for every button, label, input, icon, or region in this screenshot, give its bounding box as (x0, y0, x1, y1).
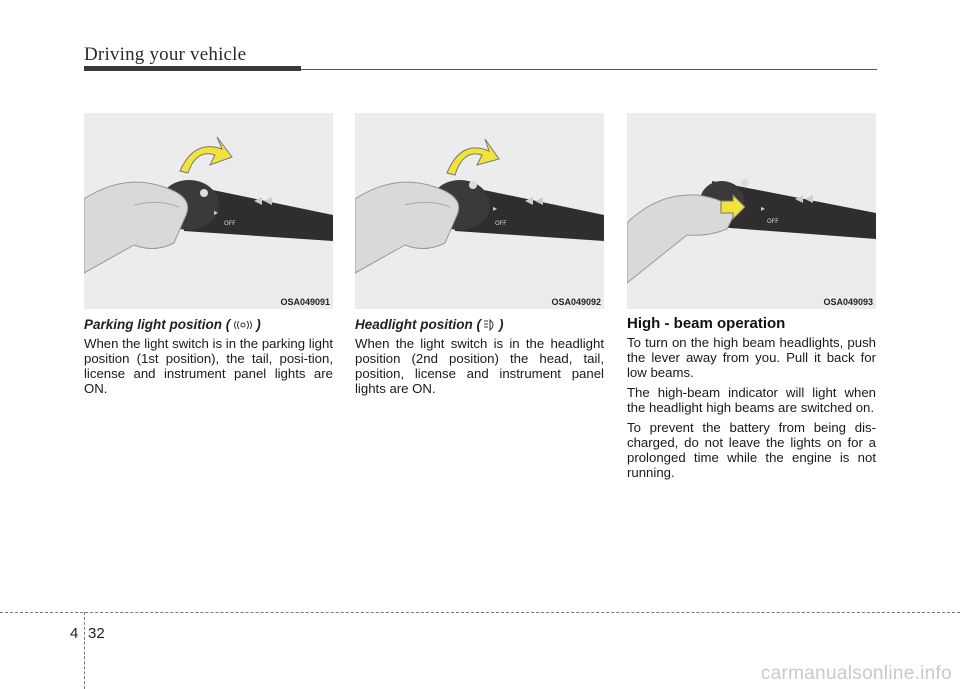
watermark: carmanualsonline.info (760, 663, 952, 684)
lever-illustration (355, 113, 604, 309)
switch-off-label: OFF (767, 218, 779, 225)
parking-light-icon (232, 319, 254, 334)
svg-text:▸: ▸ (761, 204, 766, 213)
subheading-headlight (355, 317, 604, 334)
heading-suffix: ) (256, 317, 261, 332)
heading-text: Parking light position ( (84, 317, 231, 332)
figure-code: OSA049093 (823, 297, 873, 307)
paragraph: To prevent the battery from being dis-charged, do not leave the lights on for a prolonged time while the engine is not running. (627, 420, 876, 480)
column-high-beam (627, 113, 876, 485)
heading-suffix: ) (499, 317, 504, 332)
figure-headlight (355, 113, 604, 309)
paragraph: The high-beam indicator will light when the headlight high beams are switched on. (627, 385, 876, 415)
column-headlight (355, 113, 604, 401)
page-number: 32 (88, 625, 105, 642)
header-rule (301, 69, 877, 70)
lever-illustration (84, 113, 333, 309)
headlight-icon (483, 319, 497, 334)
figure-code: OSA049092 (551, 297, 601, 307)
figure-parking-light (84, 113, 333, 309)
switch-off-label: OFF (495, 220, 507, 227)
paragraph: When the light switch is in the parking light position (1st position), the tail, posi-tion, license and instrument panel lights are ON. (84, 336, 333, 396)
figure-code: OSA049091 (280, 297, 330, 307)
rotate-arrow-icon (180, 137, 232, 173)
page-header-title: Driving your vehicle (84, 44, 247, 65)
paragraph: When the light switch is in the headlight position (2nd position) the head, tail, position, license and instrument panel lights are ON. (355, 336, 604, 396)
lever-illustration (627, 113, 876, 309)
section-number: 4 (70, 625, 79, 642)
footer-divider (84, 612, 85, 689)
figure-high-beam (627, 113, 876, 309)
heading-high-beam: High - beam operation (627, 315, 786, 332)
subheading-parking-light (84, 317, 333, 334)
column-parking-light (84, 113, 333, 401)
svg-text:▸: ▸ (493, 204, 498, 213)
paragraph: To turn on the high beam headlights, push the lever away from you. Pull it back for low beams. (627, 335, 876, 380)
rotate-arrow-icon (447, 139, 499, 175)
heading-text: Headlight position ( (355, 317, 481, 332)
switch-off-label: OFF (224, 220, 236, 227)
footer-rule (0, 612, 960, 613)
svg-text:▸: ▸ (214, 208, 219, 217)
header-bar (84, 66, 301, 71)
